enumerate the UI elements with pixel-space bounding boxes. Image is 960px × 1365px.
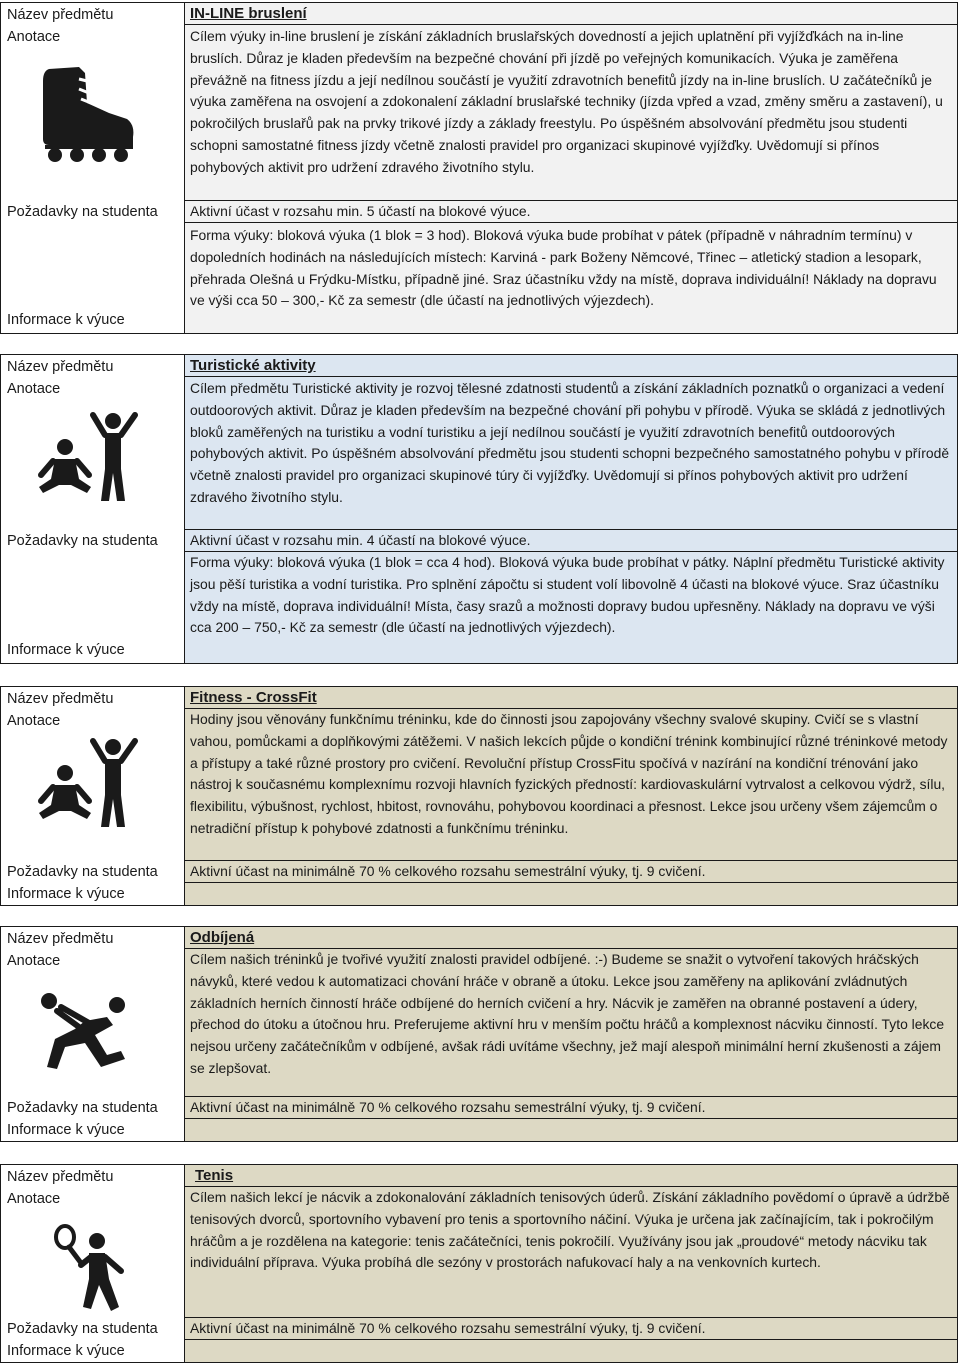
requirements-cell bbox=[185, 1318, 957, 1340]
tennis-player-icon bbox=[35, 1219, 141, 1319]
course-block-turistika bbox=[0, 354, 958, 664]
label-info: Informace k výuce bbox=[7, 312, 125, 328]
annotation-cell bbox=[185, 25, 957, 201]
course-title: Odbíjená bbox=[190, 929, 255, 946]
annotation-text: Cílem našich tréninků je tvořivé využití znalosti pravidel odbíjené. :-) Budeme se snažit o vytvoření takových hráčských návyků, které vedou k automatizaci chování hráče v obraně a útoku. Lekce jsou zaměřeny na aplikování zvládnutých základních herních činností hráče odbíjené do herních cvičení a hry. Nácvik je zaměřen na obranné postavení a údery, přechod do útoku a útočnou hru. Preferujeme aktivní hru v menším počtu hráčů a komplexnost nácviku činností. Tyto lekce nejsou určeny začátečníkům v odbíjené, avšak rádi uvítáme všechny, jež mají alespoň minimální herní zkušenosti a zájem se zlepšovat. bbox=[190, 951, 945, 1076]
info-text: Forma výuky: bloková výuka (1 blok = 3 hod). Bloková výuka bude probíhat v pátek (případně v náhradním termínu) v dopoledních hodinách na následujících místech: Karviná - park Boženy Němcové, Třinec – atletický stadion a lesopark, přehrada Olešná u Frýdku-Místku, případně jiné. Sraz účastníku vždy na místě, doprava individuální! Náklady na dopravu ve výši cca 50 – 300,- Kč za semestr (dle účastí na jednotlivých výjezdech). bbox=[190, 227, 937, 309]
volleyball-player-icon bbox=[35, 977, 141, 1077]
requirements-cell bbox=[185, 1097, 957, 1119]
fitness-figures-icon bbox=[35, 735, 141, 835]
label-annotation: Anotace bbox=[7, 1191, 61, 1207]
title-cell bbox=[185, 3, 957, 25]
course-block-tennis bbox=[0, 1164, 958, 1363]
label-column bbox=[1, 1165, 185, 1362]
requirements-cell bbox=[185, 201, 957, 223]
content-column bbox=[185, 927, 957, 1141]
title-cell bbox=[185, 687, 957, 709]
requirements-text: Aktivní účast na minimálně 70 % celkového rozsahu semestrální výuky, tj. 9 cvičení. bbox=[190, 1099, 706, 1115]
label-requirements: Požadavky na studenta bbox=[7, 1100, 158, 1116]
label-info: Informace k výuce bbox=[7, 642, 125, 658]
label-annotation: Anotace bbox=[7, 29, 61, 45]
info-cell bbox=[185, 552, 957, 663]
annotation-text: Cílem předmětu Turistické aktivity je rozvoj tělesné zdatnosti studentů a získání základních poznatků o organizaci a vedení outdoorových aktivit. Důraz je kladen především na bezpečné chování při pohybu v přírodě. Výuka se skládá z jednotlivých bloků zaměřených na turistiku a vodní turistiku a její nedílnou součástí je využití zdravotních benefitů outdoorových pohybových aktivit. Po úspěšném absolvování předmětu jsou studenti schopni bezpečného samostatného pohybu v přírodě včetně znalosti pravidel pro organizaci skupinové túry či vyjížďky. Uvědomují si přínos pohybových aktivit pro udržení zdravého životního stylu. bbox=[190, 380, 950, 505]
annotation-text: Cílem výuky in-line bruslení je získání základních bruslařských dovedností a jejich uplatnění při vyjížďkách na in-line bruslích. Důraz je kladen především na bezpečné chování při jízdě po veřejných komunikacích. Výuka je zaměřena převážně na fitness jízdu a její nedílnou součástí je využití zdravotních benefitů jízdy na in-line bruslích. U začátečníků je výuka zaměřena na osvojení a zdokonalení základní bruslařské techniky (jízda vpřed a vzad, změny směru a zastavení), u pokročilých bruslařů pak na prvky trikové jízdy a základy freestylu. Po úspěšném absolvování předmětu jsou studenti schopni samostatné fitness jízdy včetně znalosti pravidel pro organizaci skupinové vyjížďky. Uvědomují si přínos pohybových aktivit pro udržení zdravého životního stylu. bbox=[190, 28, 943, 175]
label-column bbox=[1, 687, 185, 905]
label-course-name: Název předmětu bbox=[7, 1169, 114, 1185]
info-cell bbox=[185, 1119, 957, 1141]
label-course-name: Název předmětu bbox=[7, 7, 114, 23]
annotation-cell bbox=[185, 949, 957, 1097]
course-title: Tenis bbox=[195, 1167, 234, 1184]
label-course-name: Název předmětu bbox=[7, 931, 114, 947]
annotation-text: Hodiny jsou věnovány funkčnímu tréninku, kde do činnosti jsou zapojovány všechny svalové skupiny. Cvičí se s vlastní vahou, pomůckami a doplňkovými zátěžemi. V našich lekcích půjde o kondiční trénink kombinující různé tréninkové metody a přístupy a také různé prostory pro cvičení. Revoluční přístup CrossFitu spočívá v nazírání na kondiční trénování jako nástroj k současnému komplexnímu rozvoji hlavních fyzických předností: kardiovaskulární vytrvalost a celkovou výdrž, sílu, flexibilitu, výbušnost, rychlost, hbitost, rovnováhu, pohybovou koordinaci a přesnost. Lekce jsou určeny všem zájemcům o netradiční přístup k pohybové zdatnosti a funkčnímu tréninku. bbox=[190, 711, 948, 836]
label-info: Informace k výuce bbox=[7, 886, 125, 902]
label-requirements: Požadavky na studenta bbox=[7, 864, 158, 880]
requirements-text: Aktivní účast na minimálně 70 % celkového rozsahu semestrální výuky, tj. 9 cvičení. bbox=[190, 1320, 706, 1336]
requirements-text: Aktivní účast v rozsahu min. 5 účastí na blokové výuce. bbox=[190, 203, 531, 219]
label-requirements: Požadavky na studenta bbox=[7, 533, 158, 549]
content-column bbox=[185, 1165, 957, 1362]
course-block-crossfit bbox=[0, 686, 958, 906]
content-column bbox=[185, 687, 957, 905]
info-text: Forma výuky: bloková výuka (1 blok = cca 4 hod). Bloková výuka bude probíhat v pátky. Náplní předmětu Turistické aktivity jsou pěší turistika a vodní turistika. Pro splnění zápočtu si student volí libovolně 4 účasti na blokové výuce. Sraz účastníku vždy na místě, doprava individuální! Místa, časy srazů a možnosti dopravy budou upřesněny. Náklady na dopravu ve výši cca 200 – 750,- Kč za semestr (dle účastí na jednotlivých výjezdech). bbox=[190, 554, 945, 636]
content-column bbox=[185, 355, 957, 663]
label-info: Informace k výuce bbox=[7, 1122, 125, 1138]
label-requirements: Požadavky na studenta bbox=[7, 204, 158, 220]
info-cell bbox=[185, 1340, 957, 1362]
content-column bbox=[185, 3, 957, 333]
annotation-text: Cílem našich lekcí je nácvik a zdokonalování základních tenisových úderů. Získání základního povědomí o úpravě a údržbě tenisových dvorců, sportovního vybavení pro tenis a sportovního náčiní. Výuka je určena jak začínajícím, tak i pokročilým hráčům a je rozdělena na kategorie: tenis začátečníci, tenis pokročilí. Využívány jsou jak „proudové“ metody nácviku tak individuální příprava. Výuka probíhá dle sezóny v prostorách nafukovací haly a na venkovních kurtech. bbox=[190, 1189, 950, 1271]
course-title: Fitness - CrossFit bbox=[190, 689, 317, 706]
annotation-cell bbox=[185, 709, 957, 861]
requirements-text: Aktivní účast na minimálně 70 % celkového rozsahu semestrální výuky, tj. 9 cvičení. bbox=[190, 863, 706, 879]
annotation-cell bbox=[185, 1187, 957, 1318]
title-cell bbox=[185, 355, 957, 377]
label-requirements: Požadavky na studenta bbox=[7, 1321, 158, 1337]
label-annotation: Anotace bbox=[7, 381, 61, 397]
label-info: Informace k výuce bbox=[7, 1343, 125, 1359]
course-block-inline bbox=[0, 2, 958, 334]
title-cell bbox=[185, 1165, 957, 1187]
info-cell bbox=[185, 223, 957, 333]
course-block-volleyball bbox=[0, 926, 958, 1142]
info-cell bbox=[185, 883, 957, 905]
label-annotation: Anotace bbox=[7, 953, 61, 969]
label-column bbox=[1, 927, 185, 1141]
label-column bbox=[1, 3, 185, 333]
inline-skate-icon bbox=[35, 63, 141, 163]
label-course-name: Název předmětu bbox=[7, 691, 114, 707]
course-title: Turistické aktivity bbox=[190, 357, 316, 374]
label-column bbox=[1, 355, 185, 663]
label-course-name: Název předmětu bbox=[7, 359, 114, 375]
fitness-figures-icon bbox=[35, 409, 141, 509]
requirements-cell bbox=[185, 861, 957, 883]
course-title: IN-LINE bruslení bbox=[190, 5, 307, 22]
requirements-text: Aktivní účast v rozsahu min. 4 účastí na blokové výuce. bbox=[190, 532, 531, 548]
label-annotation: Anotace bbox=[7, 713, 61, 729]
title-cell bbox=[185, 927, 957, 949]
requirements-cell bbox=[185, 530, 957, 552]
annotation-cell bbox=[185, 377, 957, 530]
